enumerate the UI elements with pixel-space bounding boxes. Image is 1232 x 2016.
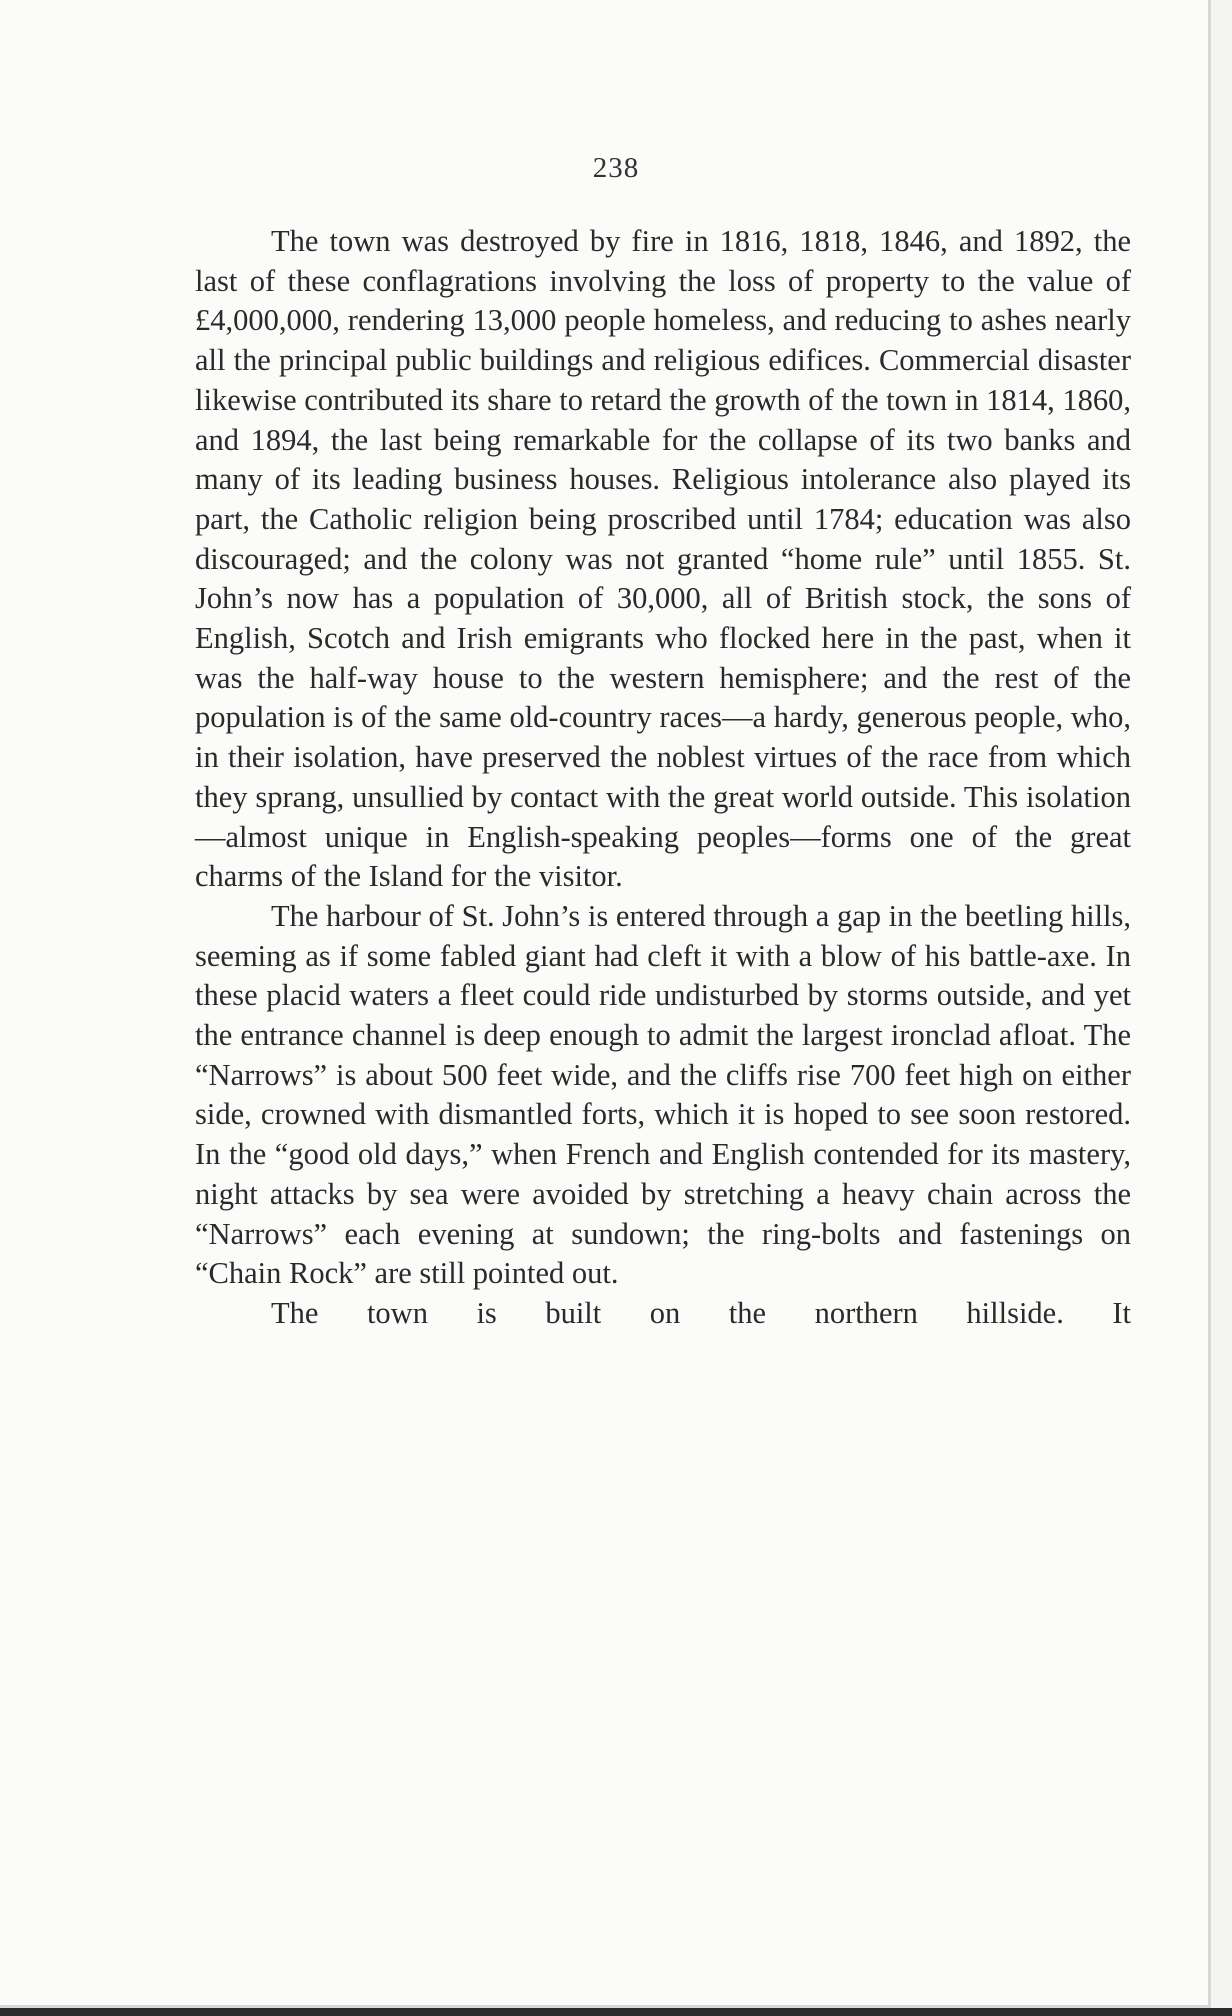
paragraph-harbour: The harbour of St. John’s is entered through a gap in the beetling hills, seeming as if some fabled giant had cleft it with a blow of his battle-axe. In these placid waters a fleet could ride undisturbed by storms outside, and yet the entrance channel is deep enough to admit the largest ironclad afloat. The “Narrows” is about 500 feet wide, and the cliffs rise 700 feet high on either side, crowned with dismantled forts, which it is hoped to see soon restored. In the “good old days,” when French and English contended for its mastery, night attacks by sea were avoided by stretching a heavy chain across the “Narrows” each evening at sundown; the ring-bolts and fastenings on “Chain Rock” are still pointed out. bbox=[195, 898, 1131, 1291]
page-number: 238 bbox=[592, 152, 640, 184]
scan-bottom-edge bbox=[0, 2008, 1232, 2016]
body-text bbox=[195, 222, 1131, 1334]
paragraph-town-history: The town was destroyed by fire in 1816, 1818, 1846, and 1892, the last of these conflagrations involving the loss of property to the value of £4,000,000, rendering 13,000 people homeless, and reducing to ashes nearly all the principal public buildings and religious edifices. Commercial disaster likewise contributed its share to retard the growth of the town in 1814, 1860, and 1894, the last being remarkable for the collapse of its two banks and many of its leading business houses. Religious intolerance also played its part, the Catholic religion being proscribed until 1784; education was also discouraged; and the colony was not granted “home rule” until 1855. St. John’s now has a population of 30,000, all of British stock, the sons of English, Scotch and Irish emigrants who flocked here in the past, when it was the half-way house to the western hemisphere; and the rest of the population is of the same old-country races—a hardy, generous people, who, in their isolation, have preserved the noblest virtues of the race from which they sprang, unsullied by contact with the great world outside. This isolation—almost unique in English-speaking peoples—forms one of the great charms of the Island for the visitor. bbox=[195, 224, 1131, 894]
paragraph-town-built: The town is built on the northern hillside. It bbox=[271, 1295, 1131, 1330]
